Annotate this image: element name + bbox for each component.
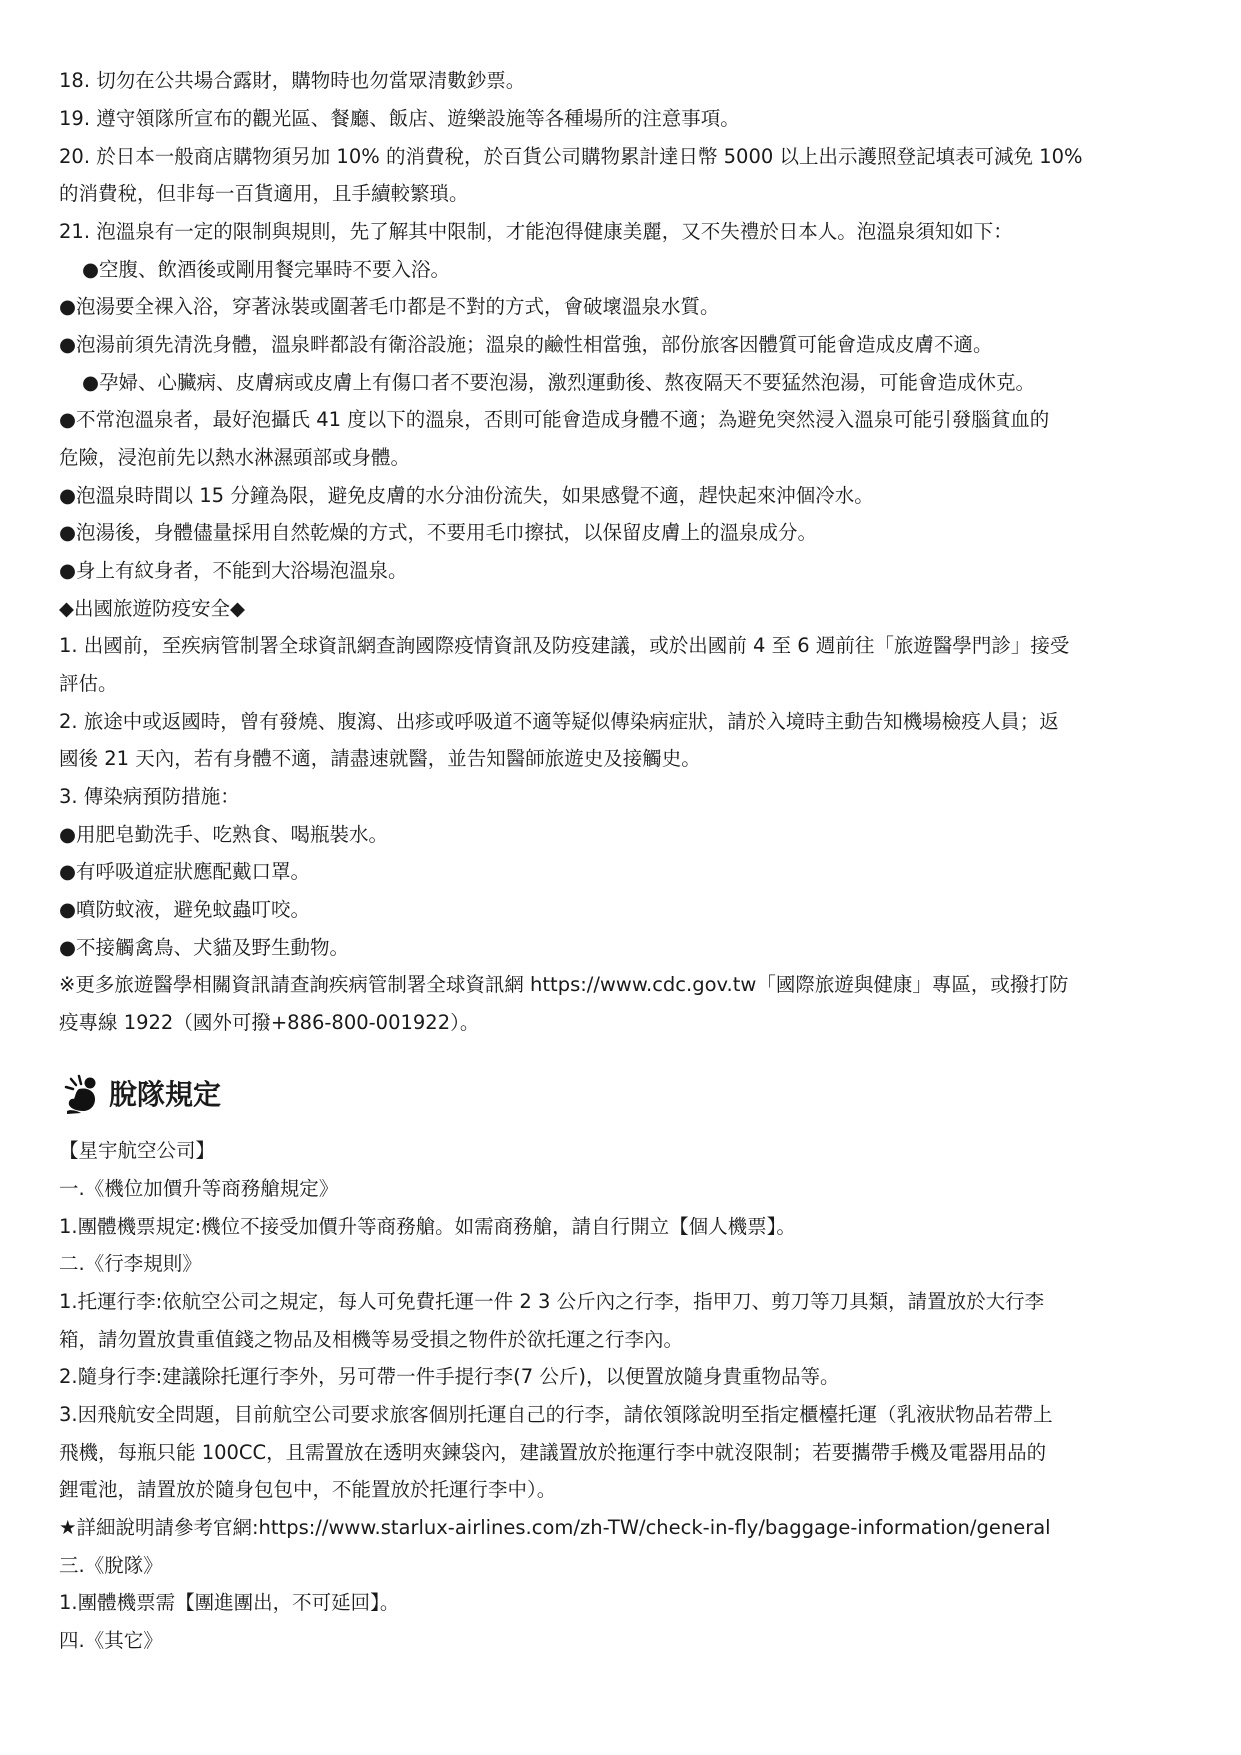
text-line: 3.因飛航安全問題，目前航空公司要求旅客個別托運自己的行李，請依領隊說明至指定櫃檯托運（乳液狀物品若帶上 [59,1403,1053,1426]
rule-heading: 一.《機位加價升等商務艙規定》 [59,1177,339,1200]
section-heading [59,1065,221,1125]
text-line-cont: 鋰電池，請置放於隨身包包中，不能置放於托運行李中）。 [59,1478,557,1501]
text-line: 1.團體機票規定:機位不接受加價升等商務艙。如需商務艙，請自行開立【個人機票】。 [59,1215,796,1238]
bullet-item: ●泡湯後，身體儘量採用自然乾燥的方式，不要用毛巾擦拭，以保留皮膚上的溫泉成分。 [59,521,818,544]
text-line-rule-20: 20. 於日本一般商店購物須另加 10% 的消費稅，於百貨公司購物累計達日幣 5000 以上出示護照登記填表可減免 10% [59,145,1083,168]
bullet-item: ●泡湯要全裸入浴，穿著泳裝或圍著毛巾都是不對的方式，會破壞溫泉水質。 [59,295,720,318]
bullet-item: ●孕婦、心臟病、皮膚病或皮膚上有傷口者不要泡湯，激烈運動後、熬夜隔天不要猛然泡湯，可能會造成休克。 [82,371,1036,394]
rule-heading: 二.《行李規則》 [59,1252,202,1275]
bullet-item: ●有呼吸道症狀應配戴口罩。 [59,860,311,883]
text-line: 評估。 [59,672,118,695]
text-line-cont: 飛機，每瓶只能 100CC，且需置放在透明夾鍊袋內，建議置放於拖運行李中就沒限制；若要攜帶手機及電器用品的 [59,1441,1047,1464]
running-person-icon [59,1073,103,1117]
website-link[interactable]: ★詳細說明請參考官網:https://www.starlux-airlines.com/zh-TW/check-in-fly/baggage-information/general [59,1516,1051,1539]
bullet-item-cont: 危險，浸泡前先以熱水淋濕頭部或身體。 [59,446,411,469]
text-line: 2. 旅途中或返國時，曾有發燒、腹瀉、出疹或呼吸道不適等疑似傳染病症狀，請於入境時主動告知機場檢疫人員；返 [59,710,1059,733]
section-title: 脫隊規定 [109,1078,222,1111]
text-line-rule-18: 18. 切勿在公共場合露財，購物時也勿當眾清數鈔票。 [59,69,526,92]
text-line: 國後 21 天內，若有身體不適，請盡速就醫，並告知醫師旅遊史及接觸史。 [59,747,701,770]
section-subtitle: ◆出國旅遊防疫安全◆ [59,597,245,620]
text-line-rule-21: 21. 泡溫泉有一定的限制與規則，先了解其中限制，才能泡得健康美麗，又不失禮於日本人。泡溫泉須知如下： [59,220,1013,243]
bullet-item: ●空腹、飲酒後或剛用餐完畢時不要入浴。 [82,258,451,281]
bullet-item: ●泡溫泉時間以 15 分鐘為限，避免皮膚的水分油份流失，如果感覺不適，趕快起來沖個冷水。 [59,484,874,507]
note-line-cont: 疫專線 1922（國外可撥+886-800-001922）。 [59,1011,480,1034]
text-line: 1.托運行李:依航空公司之規定，每人可免費托運一件 2 3 公斤內之行李，指甲刀、剪刀等刀具類，請置放於大行李 [59,1290,1045,1313]
bullet-item: ●泡湯前須先清洗身體，溫泉畔都設有衛浴設施；溫泉的鹼性相當強，部份旅客因體質可能會造成皮膚不適。 [59,333,993,356]
text-line-cont: 箱，請勿置放貴重值錢之物品及相機等易受損之物件於欲托運之行李內。 [59,1328,684,1351]
text-line-rule-19: 19. 遵守領隊所宣布的觀光區、餐廳、飯店、遊樂設施等各種場所的注意事項。 [59,107,740,130]
text-line: 1.團體機票需【團進團出，不可延回】。 [59,1591,400,1614]
text-line: 1. 出國前，至疾病管制署全球資訊網查詢國際疫情資訊及防疫建議，或於出國前 4 至 6 週前往「旅遊醫學門診」接受 [59,634,1070,657]
text-line-rule-20-cont: 的消費稅，但非每一百貨適用，且手續較繁瑣。 [59,182,469,205]
text-line: 2.隨身行李:建議除托運行李外，另可帶一件手提行李(7 公斤)，以便置放隨身貴重物品等。 [59,1365,840,1388]
bullet-item: ●用肥皂勤洗手、吃熟食、喝瓶裝水。 [59,823,389,846]
bullet-item: ●不接觸禽鳥、犬貓及野生動物。 [59,936,350,959]
bullet-item: ●不常泡溫泉者，最好泡攝氏 41 度以下的溫泉，否則可能會造成身體不適；為避免突然浸入溫泉可能引發腦貧血的 [59,408,1050,431]
bullet-item: ●噴防蚊液，避免蚊蟲叮咬。 [59,898,311,921]
rule-heading: 四.《其它》 [59,1629,163,1652]
airline-name: 【星宇航空公司】 [59,1139,216,1162]
text-line: 3. 傳染病預防措施： [59,785,240,808]
rule-heading: 三.《脫隊》 [59,1554,163,1577]
note-line: ※更多旅遊醫學相關資訊請查詢疾病管制署全球資訊網 https://www.cdc.gov.tw「國際旅遊與健康」專區，或撥打防 [59,973,1069,996]
bullet-item: ●身上有紋身者，不能到大浴場泡溫泉。 [59,559,408,582]
